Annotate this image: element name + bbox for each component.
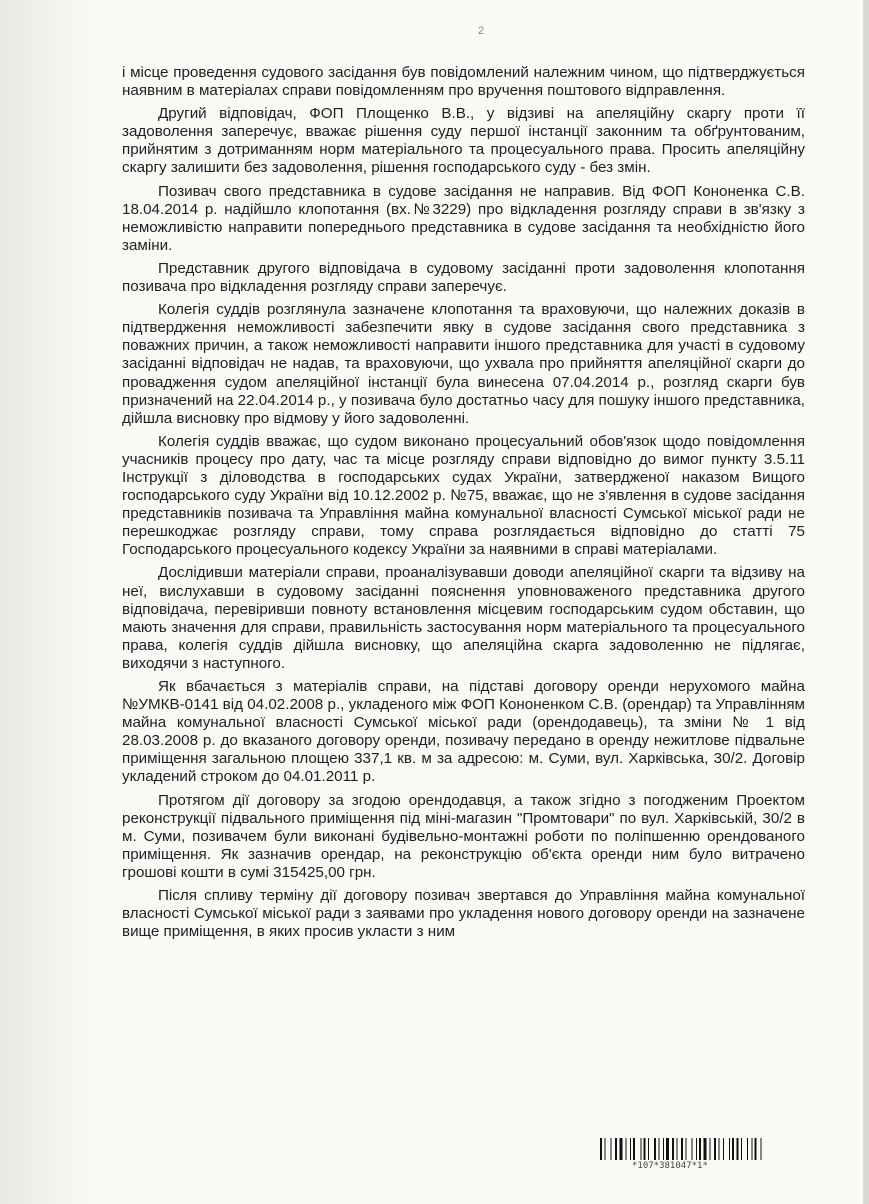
paragraph-1: і місце проведення судового засідання був повідомлений належним чином, що підтверджується наявним в матеріалах справи повідомленням про вручення поштового відправлення. <box>122 64 805 100</box>
paragraph-6: Колегія суддів вважає, що судом виконано процесуальний обов'язок щодо повідомлення учасників процесу про дату, час та місце розгляду справи відповідно до вимог пункту 3.5.11 Інструкції з діловодства в господарських судах України, затвердженої наказом Вищого господарського суду України від 10.12.2002 р. №75, вважає, що не з'явлення в судове засідання представників позивача та Управління майна комунальної власності Сумської міської ради не перешкоджає розгляду справи, тому справа розглядається відповідно до статті 75 Господарського процесуального кодексу України за наявними в справі матеріалами. <box>122 432 805 559</box>
document-body <box>122 64 805 946</box>
paragraph-7: Дослідивши матеріали справи, проаналізувавши доводи апеляційної скарги та відзиву на неї, вислухавши в судовому засіданні пояснення уповноваженого представника другого відповідача, перевіривши повноту встановлення місцевим господарським судом обставин, що мають значення для справи, правильність застосування норм матеріального та процесуального права, колегія суддів дійшла висновку, що апеляційна скарга задоволенню не підлягає, виходячи з наступного. <box>122 564 805 672</box>
barcode-number: *107*381047*1* <box>632 1161 708 1171</box>
paragraph-3: Позивач свого представника в судове засідання не направив. Від ФОП Кононенка С.В. 18.04.2014 р. надійшло клопотання (вх.№3229) про відкладення розгляду справи в зв'язку з неможливістю направити попереднього представника в судове засідання та необхідністю його заміни. <box>122 182 805 254</box>
paragraph-8: Як вбачається з матеріалів справи, на підставі договору оренди нерухомого майна №УМКВ-0141 від 04.02.2008 р., укладеного між ФОП Кононенком С.В. (орендар) та Управлінням майна комунальної власності Сумської міської ради (орендодавець), та зміни № 1 від 28.03.2008 р. до вказаного договору оренди, позивачу передано в оренду нежитлове підвальне приміщення загальною площею 337,1 кв. м за адресою: м. Суми, вул. Харківська, 30/2. Договір укладений строком до 04.01.2011 р. <box>122 678 805 786</box>
paragraph-5: Колегія суддів розглянула зазначене клопотання та враховуючи, що належних доказів в підтвердження неможливості забезпечити явку в судове засідання свого представника з поважних причин, а також неможливості направити іншого представника для участі в судовому засіданні відповідач не надав, та враховуючи, що ухвала про прийняття апеляційної скарги до провадження судом апеляційної інстанції була винесена 07.04.2014 р., розгляд скарги був призначений на 22.04.2014 р., у позивача було достатньо часу для пошуку іншого представника, дійшла висновку про відмову у його задоволенні. <box>122 301 805 427</box>
page-fold-shadow <box>0 0 120 1204</box>
paragraph-2: Другий відповідач, ФОП Площенко В.В., у відзиві на апеляційну скаргу проти її задоволення заперечує, вважає рішення суду першої інстанції законним та обґрунтованим, прийнятим з дотриманням норм матеріального та процесуального права. Просить апеляційну скаргу залишити без задоволення, рішення господарського суду - без змін. <box>122 105 805 177</box>
page-edge <box>863 0 869 1204</box>
paragraph-10: Після спливу терміну дії договору позивач звертався до Управління майна комунальної власності Сумської міської ради з заявами про укладення нового договору оренди на зазначене вище приміщення, в яких просив укласти з ним <box>122 887 805 941</box>
barcode <box>600 1138 812 1160</box>
paragraph-9: Протягом дії договору за згодою орендодавця, а також згідно з погодженим Проектом реконструкції підвального приміщення під міні-магазин "Промтовари" по вул. Харківській, 30/2 в м. Суми, позивачем були виконані будівельно-монтажні роботи по поліпшенню орендованого приміщення. Як зазначив орендар, на реконструкцію об'єкта оренди ним було витрачено грошові кошти в сумі 315425,00 грн. <box>122 791 805 881</box>
paragraph-4: Представник другого відповідача в судовому засіданні проти задоволення клопотання позивача про відкладення розгляду справи заперечує. <box>122 259 805 296</box>
page-number: 2 <box>478 25 485 37</box>
